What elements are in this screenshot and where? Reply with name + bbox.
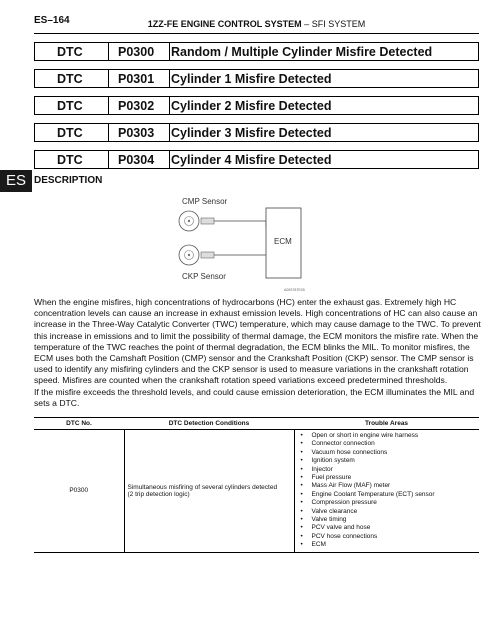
dtc-name: Cylinder 1 Misfire Detected [171,72,332,86]
list-item: • Ignition system [298,457,477,465]
dtc-divider [169,97,170,114]
condition-line: (2 trip detection logic) [127,490,190,498]
dtc-divider [108,97,109,114]
dtc-label: DTC [57,72,83,86]
dtc-box-p0300 [34,42,479,61]
list-item: • Connector connection [298,440,477,448]
column-header-trouble-areas: Trouble Areas [294,418,479,430]
dtc-name: Cylinder 4 Misfire Detected [171,153,332,167]
dtc-code: P0301 [118,72,155,86]
dtc-divider [169,70,170,87]
cell-conditions [124,430,294,553]
list-item: • ECM [298,541,477,549]
dtc-code: P0303 [118,126,155,140]
dtc-divider [108,70,109,87]
list-item: • Engine Coolant Temperature (ECT) sensor [298,491,477,499]
ckp-sensor-icon [179,245,266,265]
description-body [34,297,482,409]
column-header-conditions: DTC Detection Conditions [124,418,294,430]
list-item: • Vacuum hose connections [298,449,477,457]
header-title-sub: SFI SYSTEM [311,19,366,29]
list-item: • PCV hose connections [298,533,477,541]
list-item: • Valve timing [298,516,477,524]
list-item: • Compression pressure [298,499,477,507]
dtc-divider [169,43,170,60]
dtc-name: Random / Multiple Cylinder Misfire Detected [171,45,433,59]
dtc-code: P0300 [118,45,155,59]
list-item: • Injector [298,466,477,474]
header-title-main: 1ZZ-FE ENGINE CONTROL SYSTEM [147,19,302,29]
dtc-label: DTC [57,45,83,59]
dtc-name: Cylinder 2 Misfire Detected [171,99,332,113]
cmp-sensor-icon [179,211,266,231]
dtc-code: P0302 [118,99,155,113]
dtc-name: Cylinder 3 Misfire Detected [171,126,332,140]
list-item: • Fuel pressure [298,474,477,482]
ecm-label: ECM [274,237,292,246]
column-header-dtc-no: DTC No. [34,418,124,430]
dtc-divider [108,151,109,168]
list-item: • PCV valve and hose [298,524,477,532]
dtc-divider [108,124,109,141]
list-item: • Valve clearance [298,508,477,516]
dtc-box-p0302 [34,96,479,115]
table-header-row [34,418,479,430]
dtc-divider [169,124,170,141]
ckp-sensor-label: CKP Sensor [182,272,226,281]
description-paragraph: If the misfire exceeds the threshold levels, and could cause emission deterioration, the ECM illuminates the MIL and sets a DTC. [34,386,475,408]
dtc-divider [108,43,109,60]
section-heading: DESCRIPTION [34,175,103,186]
cell-trouble-areas [294,430,479,553]
dtc-box-p0301 [34,69,479,88]
header-title-separator: – [304,19,310,29]
table-row [34,430,479,553]
dtc-detection-table [34,417,479,553]
trouble-areas-list [298,432,477,550]
dtc-label: DTC [57,99,83,113]
section-tab: ES [0,170,32,192]
condition-line: Simultaneous misfiring of several cylinders detected [127,483,278,491]
cmp-sensor-label: CMP Sensor [182,197,228,206]
description-paragraph: When the engine misfires, high concentrations of hydrocarbons (HC) enter the exhaust gas. Extremely high HC concentration levels can cause an increase in exhaust emission levels. High concentrations of HC can also cause an increase in the Three-Way Catalytic Converter (TWC) temperature, which may cause damage to the TWC. To prevent this increase in emissions and to limit the possibility of thermal damage, the ECM monitors the misfire rate. When the temperature of the TWC reaches the point of thermal degradation, the ECM blinks the MIL. To monitor misfires, the ECM uses both the Camshaft Position (CMP) sensor and the Crankshaft Position (CKP) sensor. The CMP sensor is used to identify any misfiring cylinders and the CKP sensor is used to measure variations in the crankshaft rotation speed. Misfires are counted when the crankshaft rotation speed variations exceed predetermined thresholds. [34,297,481,386]
list-item: • Open or short in engine wire harness [298,432,477,440]
cell-dtc-no: P0300 [34,430,124,553]
figure-code: A093787E05 [284,288,305,292]
page-number: ES–164 [34,15,70,26]
page-header [34,14,479,34]
sensor-diagram [170,192,325,294]
dtc-divider [169,151,170,168]
dtc-box-p0304 [34,150,479,169]
header-title [34,19,479,29]
dtc-code: P0304 [118,153,155,167]
dtc-label: DTC [57,126,83,140]
dtc-box-p0303 [34,123,479,142]
list-item: • Mass Air Flow (MAF) meter [298,482,477,490]
dtc-label: DTC [57,153,83,167]
header-rule [34,33,479,34]
